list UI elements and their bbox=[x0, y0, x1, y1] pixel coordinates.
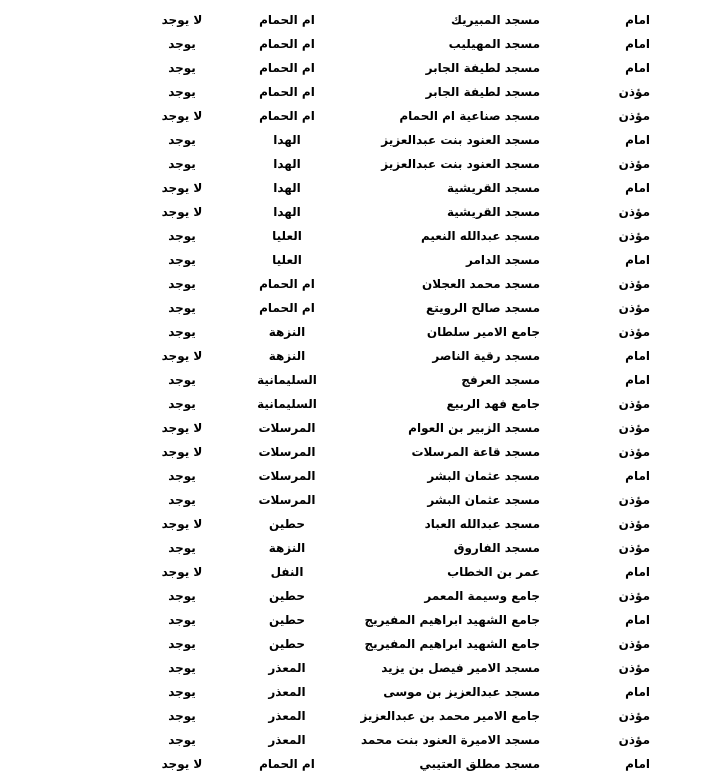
district-cell: ام الحمام bbox=[259, 109, 315, 123]
availability-cell: يوجد bbox=[168, 253, 196, 267]
district-cell: الهدا bbox=[273, 205, 301, 219]
role-cell: مؤذن bbox=[618, 277, 650, 291]
availability-cell: يوجد bbox=[168, 493, 196, 507]
table-row bbox=[0, 152, 718, 176]
availability-cell: يوجد bbox=[168, 733, 196, 747]
availability-cell: لا يوجد bbox=[161, 349, 203, 363]
mosque-name-cell: جامع الامير محمد بن عبدالعزيز bbox=[360, 709, 540, 723]
table-row bbox=[0, 608, 718, 632]
table-row bbox=[0, 560, 718, 584]
availability-cell: يوجد bbox=[168, 277, 196, 291]
table-row bbox=[0, 464, 718, 488]
availability-cell: لا يوجد bbox=[161, 109, 203, 123]
table-row bbox=[0, 248, 718, 272]
role-cell: امام bbox=[625, 685, 650, 699]
district-cell: حطين bbox=[268, 589, 306, 603]
district-cell: النفل bbox=[270, 565, 304, 579]
role-cell: امام bbox=[625, 253, 650, 267]
availability-cell: يوجد bbox=[168, 637, 196, 651]
table-row bbox=[0, 224, 718, 248]
table-row bbox=[0, 488, 718, 512]
district-cell: الهدا bbox=[273, 133, 301, 147]
district-cell: السليمانية bbox=[257, 373, 317, 387]
table-row bbox=[0, 296, 718, 320]
role-cell: مؤذن bbox=[618, 301, 650, 315]
table-row bbox=[0, 680, 718, 704]
availability-cell: لا يوجد bbox=[161, 565, 203, 579]
table-row bbox=[0, 584, 718, 608]
role-cell: مؤذن bbox=[618, 421, 650, 435]
table-row bbox=[0, 440, 718, 464]
table-row bbox=[0, 128, 718, 152]
role-cell: امام bbox=[625, 37, 650, 51]
role-cell: مؤذن bbox=[618, 397, 650, 411]
availability-cell: يوجد bbox=[168, 661, 196, 675]
mosque-name-cell: مسجد المبيريك bbox=[450, 13, 540, 27]
availability-cell: لا يوجد bbox=[161, 757, 203, 771]
mosque-name-cell: مسجد العرفج bbox=[461, 373, 540, 387]
table-row bbox=[0, 200, 718, 224]
availability-cell: لا يوجد bbox=[161, 517, 203, 531]
table-row bbox=[0, 80, 718, 104]
mosque-name-cell: مسجد صالح الرويتع bbox=[426, 301, 540, 315]
district-cell: المرسلات bbox=[258, 445, 316, 459]
table-row bbox=[0, 392, 718, 416]
role-cell: مؤذن bbox=[618, 517, 650, 531]
role-cell: مؤذن bbox=[618, 541, 650, 555]
mosque-name-cell: مسجد عثمان البشر bbox=[427, 493, 540, 507]
role-cell: امام bbox=[625, 613, 650, 627]
table-row bbox=[0, 8, 718, 32]
availability-cell: لا يوجد bbox=[161, 445, 203, 459]
availability-cell: لا يوجد bbox=[161, 421, 203, 435]
role-cell: امام bbox=[625, 181, 650, 195]
district-cell: ام الحمام bbox=[259, 757, 315, 771]
table-row bbox=[0, 344, 718, 368]
mosque-name-cell: مسجد الاميرة العنود بنت محمد bbox=[361, 733, 540, 747]
availability-cell: لا يوجد bbox=[161, 13, 203, 27]
mosque-name-cell: مسجد القريشية bbox=[446, 181, 540, 195]
availability-cell: لا يوجد bbox=[161, 181, 203, 195]
district-cell: ام الحمام bbox=[259, 13, 315, 27]
role-cell: مؤذن bbox=[618, 229, 650, 243]
availability-cell: يوجد bbox=[168, 709, 196, 723]
role-cell: مؤذن bbox=[618, 493, 650, 507]
district-cell: ام الحمام bbox=[259, 61, 315, 75]
district-cell: النزهة bbox=[268, 349, 306, 363]
district-cell: ام الحمام bbox=[259, 301, 315, 315]
availability-cell: يوجد bbox=[168, 325, 196, 339]
table-row bbox=[0, 272, 718, 296]
mosque-name-cell: مسجد عبدالعزيز بن موسى bbox=[383, 685, 540, 699]
mosque-name-cell: جامع وسيمة المعمر bbox=[424, 589, 540, 603]
district-cell: النزهة bbox=[268, 325, 306, 339]
table-row bbox=[0, 536, 718, 560]
district-cell: ام الحمام bbox=[259, 85, 315, 99]
role-cell: امام bbox=[625, 757, 650, 771]
role-cell: امام bbox=[625, 469, 650, 483]
role-cell: امام bbox=[625, 133, 650, 147]
table-row bbox=[0, 512, 718, 536]
mosque-name-cell: مسجد عبدالله العباد bbox=[424, 517, 540, 531]
district-cell: المرسلات bbox=[258, 493, 316, 507]
district-cell: حطين bbox=[268, 517, 306, 531]
mosque-name-cell: مسجد صناعية ام الحمام bbox=[399, 109, 540, 123]
district-cell: حطين bbox=[268, 613, 306, 627]
availability-cell: يوجد bbox=[168, 229, 196, 243]
availability-cell: يوجد bbox=[168, 301, 196, 315]
role-cell: مؤذن bbox=[618, 709, 650, 723]
mosque-name-cell: مسجد رقية الناصر bbox=[432, 349, 540, 363]
availability-cell: يوجد bbox=[168, 685, 196, 699]
district-cell: المعذر bbox=[268, 661, 306, 675]
district-cell: النزهة bbox=[268, 541, 306, 555]
availability-cell: يوجد bbox=[168, 61, 196, 75]
district-cell: المرسلات bbox=[258, 469, 316, 483]
district-cell: المعذر bbox=[268, 733, 306, 747]
role-cell: مؤذن bbox=[618, 109, 650, 123]
mosque-name-cell: مسجد عبدالله النعيم bbox=[421, 229, 540, 243]
role-cell: مؤذن bbox=[618, 157, 650, 171]
role-cell: امام bbox=[625, 61, 650, 75]
district-cell: الهدا bbox=[273, 181, 301, 195]
mosque-name-cell: مسجد المهيليب bbox=[448, 37, 540, 51]
availability-cell: يوجد bbox=[168, 85, 196, 99]
role-cell: امام bbox=[625, 349, 650, 363]
mosque-name-cell: جامع الشهيد ابراهيم المفيريج bbox=[364, 613, 540, 627]
table-row bbox=[0, 56, 718, 80]
availability-cell: يوجد bbox=[168, 157, 196, 171]
mosque-name-cell: مسجد الامير فيصل بن يزيد bbox=[381, 661, 540, 675]
table-row bbox=[0, 704, 718, 728]
mosque-name-cell: مسجد محمد العجلان bbox=[421, 277, 540, 291]
district-cell: العليا bbox=[272, 253, 302, 267]
mosque-name-cell: مسجد مطلق العتيبي bbox=[419, 757, 540, 771]
table-row bbox=[0, 416, 718, 440]
mosque-name-cell: جامع فهد الربيع bbox=[446, 397, 540, 411]
mosque-name-cell: مسجد القريشية bbox=[446, 205, 540, 219]
district-cell: العليا bbox=[272, 229, 302, 243]
district-cell: ام الحمام bbox=[259, 277, 315, 291]
role-cell: مؤذن bbox=[618, 661, 650, 675]
availability-cell: يوجد bbox=[168, 541, 196, 555]
table-row bbox=[0, 104, 718, 128]
mosque-name-cell: جامع الشهيد ابراهيم المفيريج bbox=[364, 637, 540, 651]
table-row bbox=[0, 32, 718, 56]
role-cell: امام bbox=[625, 13, 650, 27]
availability-cell: يوجد bbox=[168, 469, 196, 483]
role-cell: مؤذن bbox=[618, 85, 650, 99]
availability-cell: يوجد bbox=[168, 37, 196, 51]
availability-cell: لا يوجد bbox=[161, 205, 203, 219]
table-row bbox=[0, 752, 718, 776]
table-row bbox=[0, 176, 718, 200]
mosque-name-cell: مسجد العنود بنت عبدالعزيز bbox=[381, 133, 540, 147]
mosque-name-cell: مسجد قاعة المرسلات bbox=[411, 445, 540, 459]
mosque-name-cell: مسجد لطيفة الجابر bbox=[425, 85, 540, 99]
mosque-name-cell: جامع الامير سلطان bbox=[426, 325, 540, 339]
district-cell: حطين bbox=[268, 637, 306, 651]
availability-cell: يوجد bbox=[168, 373, 196, 387]
availability-cell: يوجد bbox=[168, 133, 196, 147]
availability-cell: يوجد bbox=[168, 397, 196, 411]
availability-cell: يوجد bbox=[168, 589, 196, 603]
role-cell: مؤذن bbox=[618, 325, 650, 339]
district-cell: المعذر bbox=[268, 709, 306, 723]
mosque-name-cell: مسجد الزبير بن العوام bbox=[408, 421, 540, 435]
mosque-staff-table bbox=[0, 8, 718, 776]
district-cell: المعذر bbox=[268, 685, 306, 699]
table-row bbox=[0, 320, 718, 344]
table-row bbox=[0, 656, 718, 680]
mosque-name-cell: مسجد العنود بنت عبدالعزيز bbox=[381, 157, 540, 171]
mosque-name-cell: عمر بن الخطاب bbox=[447, 565, 540, 579]
mosque-name-cell: مسجد الفاروق bbox=[453, 541, 540, 555]
table-row bbox=[0, 728, 718, 752]
mosque-name-cell: مسجد عثمان البشر bbox=[427, 469, 540, 483]
district-cell: الهدا bbox=[273, 157, 301, 171]
role-cell: امام bbox=[625, 373, 650, 387]
district-cell: ام الحمام bbox=[259, 37, 315, 51]
role-cell: مؤذن bbox=[618, 205, 650, 219]
mosque-name-cell: مسجد لطيفة الجابر bbox=[425, 61, 540, 75]
role-cell: مؤذن bbox=[618, 445, 650, 459]
district-cell: السليمانية bbox=[257, 397, 317, 411]
availability-cell: يوجد bbox=[168, 613, 196, 627]
table-row bbox=[0, 368, 718, 392]
district-cell: المرسلات bbox=[258, 421, 316, 435]
table-row bbox=[0, 632, 718, 656]
role-cell: مؤذن bbox=[618, 589, 650, 603]
role-cell: مؤذن bbox=[618, 733, 650, 747]
mosque-name-cell: مسجد الدامر bbox=[466, 253, 540, 267]
role-cell: امام bbox=[625, 565, 650, 579]
role-cell: مؤذن bbox=[618, 637, 650, 651]
